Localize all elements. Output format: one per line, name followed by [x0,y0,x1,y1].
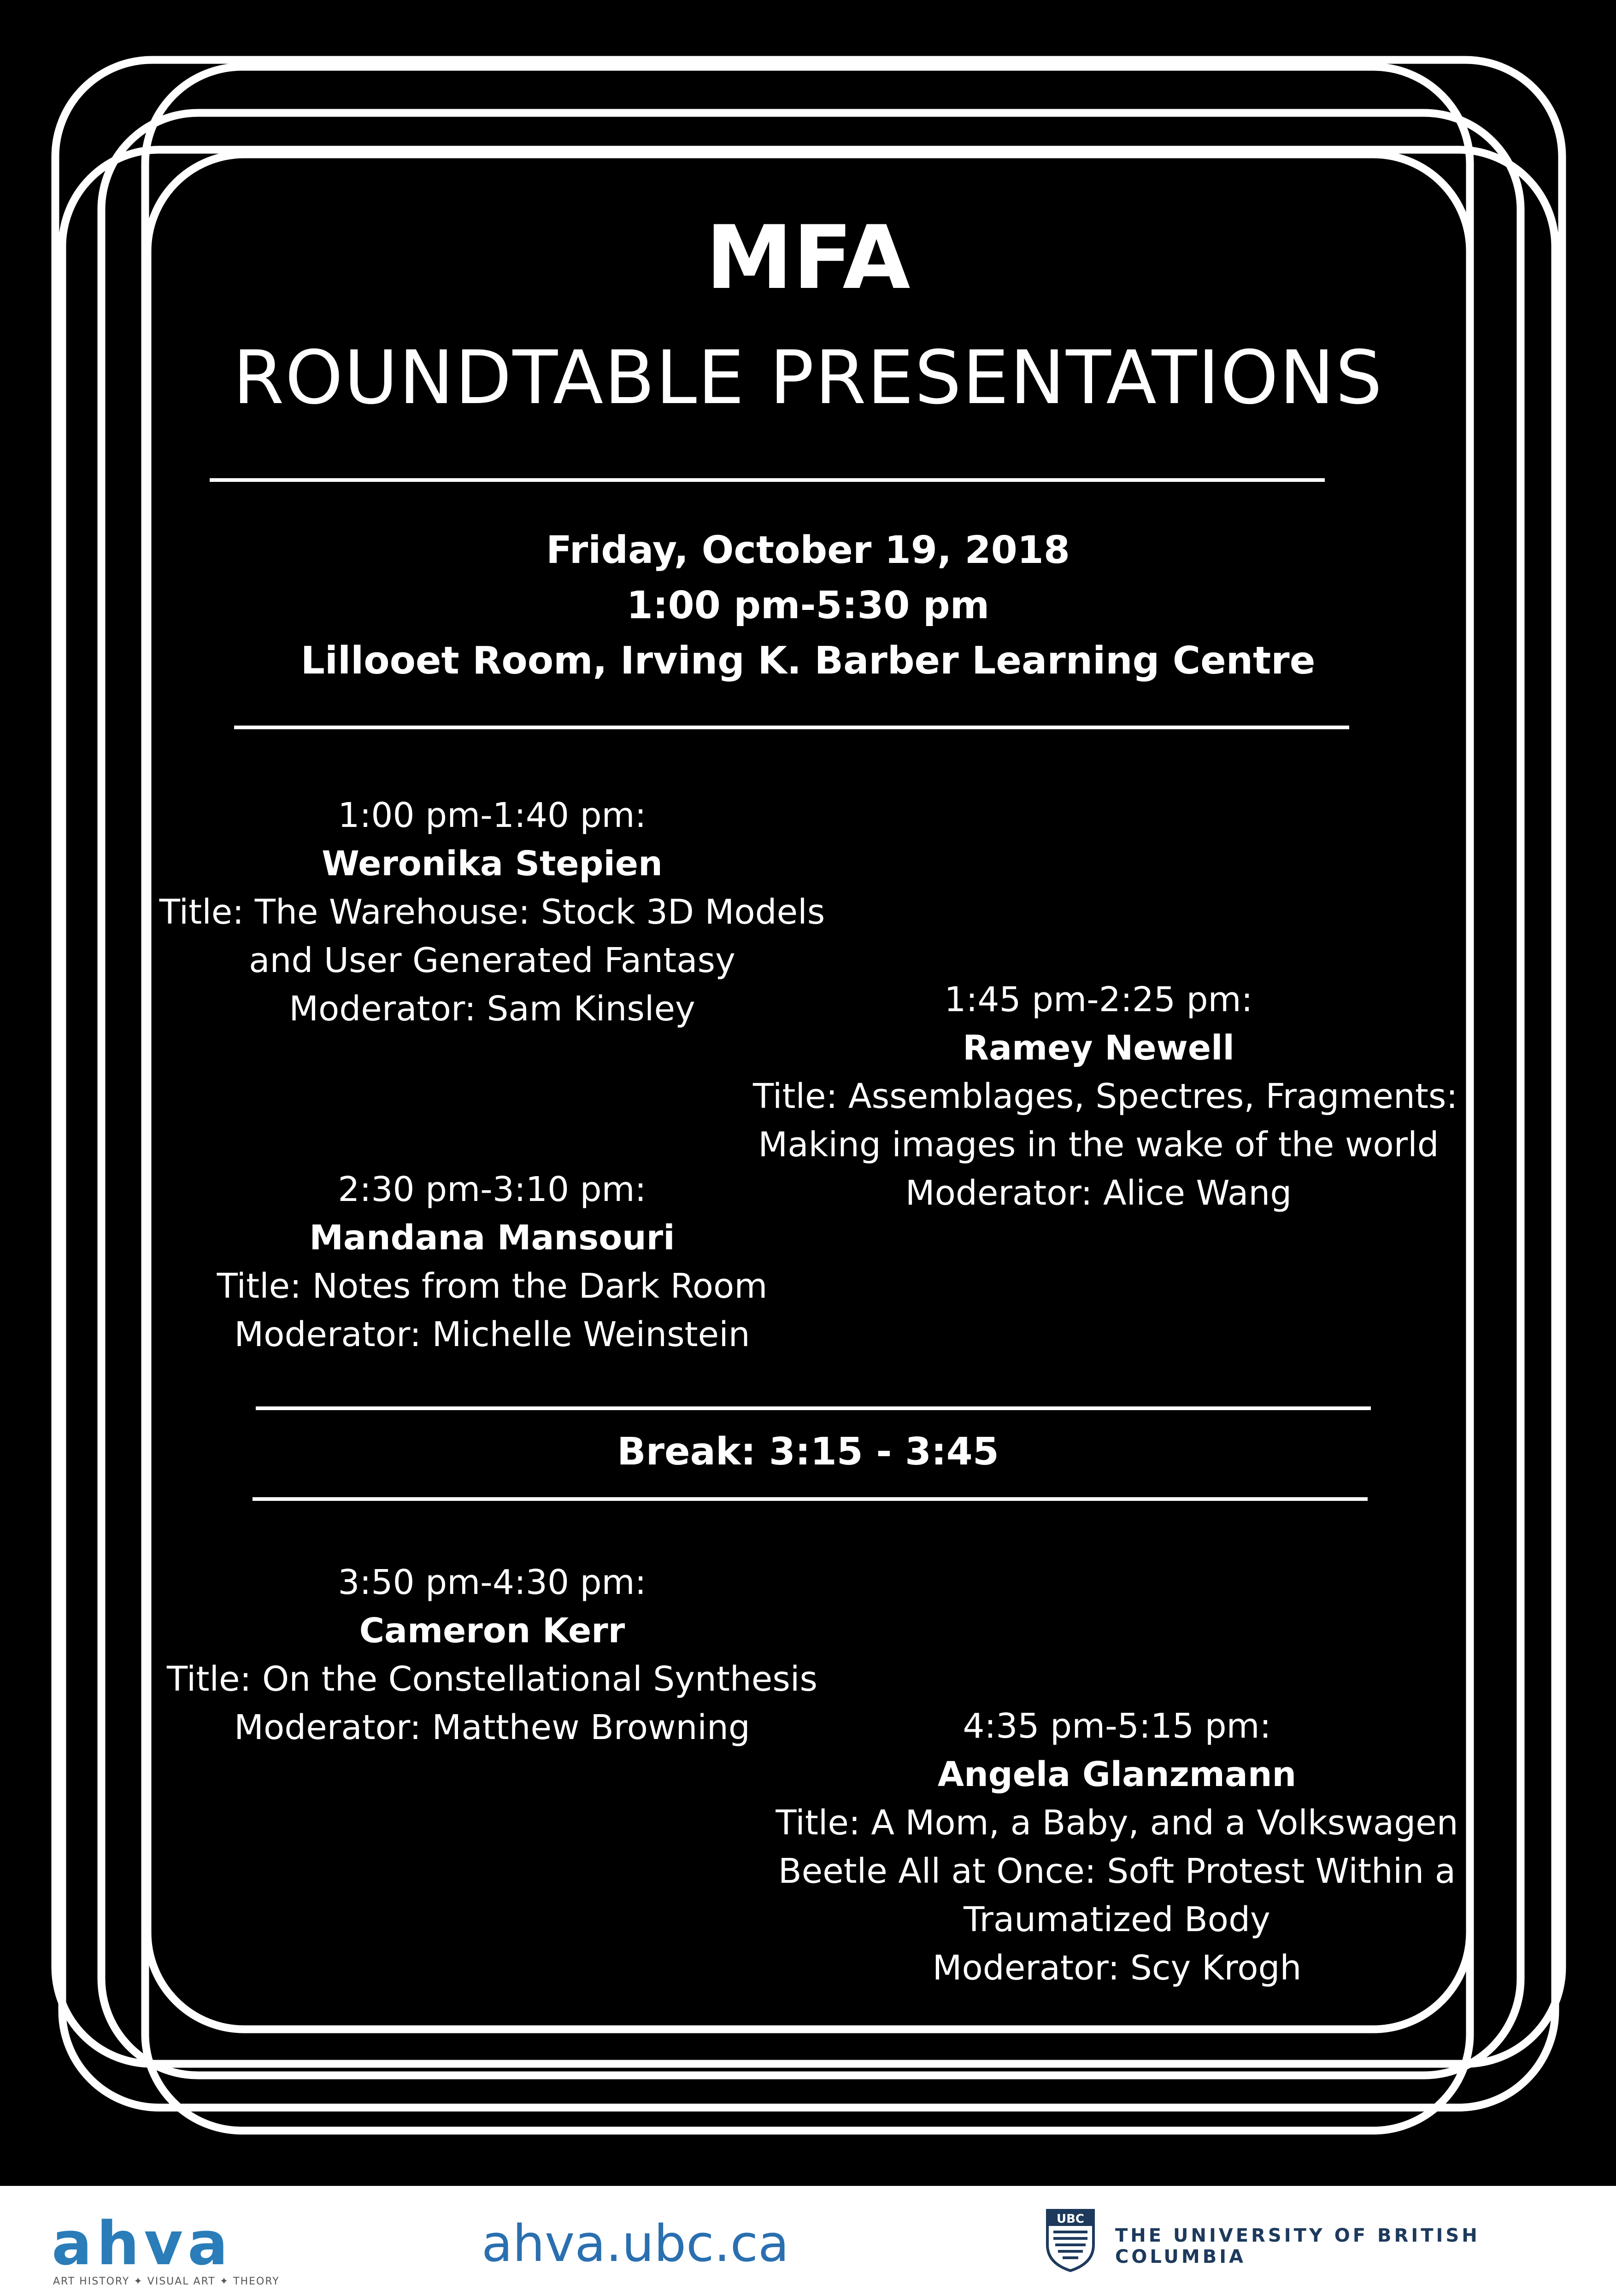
session-title-line: Title: The Warehouse: Stock 3D Models [159,892,825,932]
divider-break-top [256,1406,1371,1410]
presenter-name: Mandana Mansouri [309,1218,675,1258]
session-moderator: Moderator: Alice Wang [905,1173,1292,1213]
session-2 [753,976,1458,1218]
poster-subtitle: ROUNDTABLE PRESENTATIONS [233,334,1383,421]
website-link[interactable]: ahva.ubc.ca [482,2214,789,2273]
session-time: 1:00 pm-1:40 pm: [338,796,646,835]
session-title-line: Title: Assemblages, Spectres, Fragments: [753,1077,1458,1116]
session-1 [147,791,838,1033]
divider-top [210,478,1325,482]
event-location: Lillooet Room, Irving K. Barber Learning Centre [300,639,1316,683]
session-time: 2:30 pm-3:10 pm: [338,1170,646,1209]
session-title-line: Traumatized Body [964,1900,1270,1939]
session-title-line: Title: Notes from the Dark Room [217,1266,768,1306]
session-title-line: Beetle All at Once: Soft Protest Within a [778,1851,1456,1891]
session-title-line: and User Generated Fantasy [249,941,735,980]
session-5 [771,1702,1463,1992]
presenter-name: Angela Glanzmann [937,1755,1297,1794]
ahva-tagline: ART HISTORY ✦ VISUAL ART ✦ THEORY [53,2276,280,2287]
session-moderator: Moderator: Scy Krogh [932,1948,1302,1988]
presenter-name: Cameron Kerr [359,1611,625,1651]
session-time: 1:45 pm-2:25 pm: [944,980,1253,1019]
presenter-name: Ramey Newell [963,1028,1234,1068]
session-time: 3:50 pm-4:30 pm: [338,1563,646,1602]
session-moderator: Moderator: Sam Kinsley [289,989,695,1029]
session-title-line: Making images in the wake of the world [758,1125,1439,1165]
ahva-logo: ahva [52,2208,233,2278]
divider-break-bottom [253,1497,1368,1501]
ubc-crest-icon [1045,2208,1096,2273]
poster-title: MFA [705,207,911,309]
event-date: Friday, October 19, 2018 [546,528,1070,572]
session-4 [147,1558,838,1752]
session-title-line: Title: A Mom, a Baby, and a Volkswagen [776,1803,1458,1843]
session-moderator: Moderator: Matthew Browning [234,1708,750,1747]
sponsor-footer [0,2186,1616,2296]
session-moderator: Moderator: Michelle Weinstein [234,1315,750,1354]
ubc-wordmark: THE UNIVERSITY OF BRITISH COLUMBIA [1115,2225,1480,2267]
presenter-name: Weronika Stepien [322,844,663,884]
session-time: 4:35 pm-5:15 pm: [963,1706,1271,1746]
session-title-line: Title: On the Constellational Synthesis [166,1659,818,1699]
divider-schedule-top [234,726,1349,729]
ubc-crest-text: UBC [1056,2212,1085,2226]
event-time: 1:00 pm-5:30 pm [626,584,990,627]
session-3 [147,1166,838,1359]
break-time: Break: 3:15 - 3:45 [617,1430,999,1474]
